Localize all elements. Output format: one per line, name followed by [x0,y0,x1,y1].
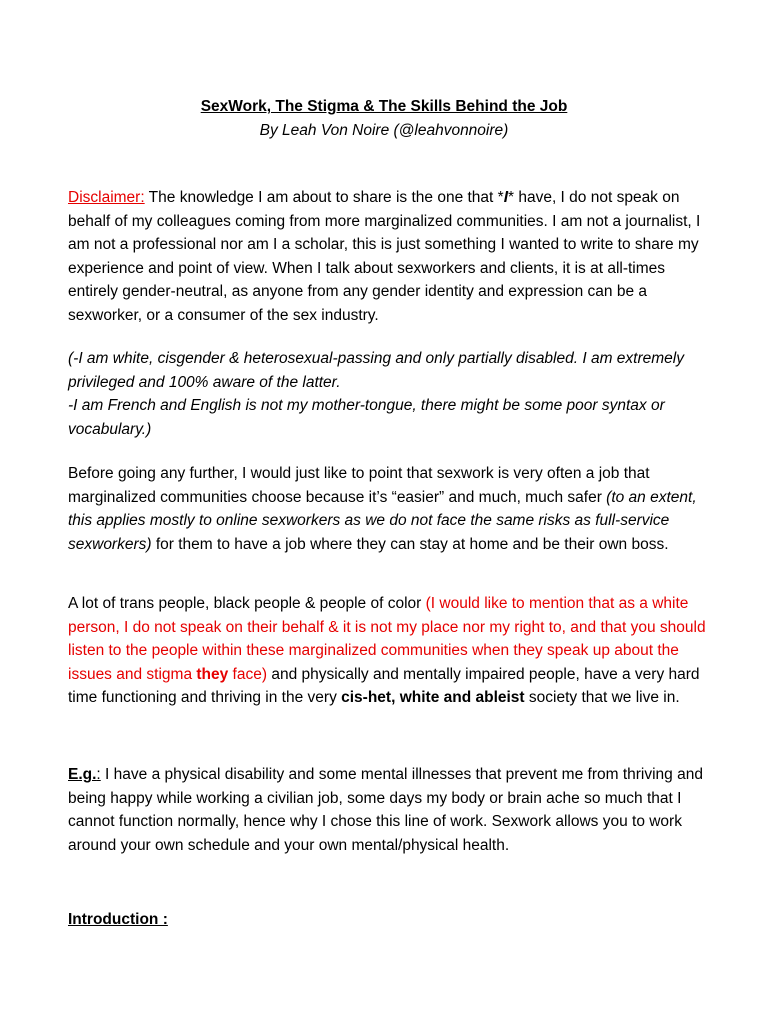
author-byline: By Leah Von Noire (@leahvonnoire) [259,122,509,139]
lot-red-1: (I would like to mention that as a white person, I do not speak on their behalf & it is not my place nor my right to, and that you should listen to the people within these marginalized communities when they speak up about the issues and stigma [68,595,706,683]
disclaimer-emphasis: I [503,189,508,206]
before-text-1: Before going any further, I would just like to point that sexwork is very often a job that marginalized communities choose because it’s “easier” and much, much safer [68,465,650,506]
eg-label: E.g. [68,766,97,783]
lot-red-2: face) [228,665,268,683]
marginalized-paragraph [68,592,708,710]
before-paragraph [68,462,708,556]
disclaimer-text-2: * have, I do not speak on behalf of my colleagues coming from more marginalized communities. I am not a journalist, I am not a professional nor am I a scholar, this is just something I wanted to write to share my experience and point of view. When I talk about sexworkers and clients, it is at all-times entirely gender-neutral, as anyone from any gender identity and expression can be a sexworker, or a consumer of the sex industry. [68,189,701,324]
lot-text-3: society that we live in. [524,689,680,707]
eg-colon: : [96,766,101,783]
document-title: SexWork, The Stigma & The Skills Behind the Job [200,98,568,115]
before-italic: (to an extent, this applies mostly to online sexworkers as we do not face the same risks as full-service sexworkers) [68,488,697,553]
lot-red-bold: they [196,665,229,683]
eg-text: I have a physical disability and some mental illnesses that prevent me from thriving and being happy while working a civilian job, some days my body or brain ache so much that I cannot function normally, hence why I chose this line of work. Sexwork allows you to work around your own schedule and your own mental/physical health. [68,766,703,854]
example-paragraph [68,763,708,857]
disclaimer-text-1: The knowledge I am about to share is the one that * [144,189,504,206]
lot-bold: cis-het, white and ableist [341,689,525,707]
note-line-2: -I am French and English is not my mother-tongue, there might be some poor syntax or vocabulary.) [68,397,665,438]
lot-text-1: A lot of trans people, black people & people of color [68,595,426,612]
privilege-note [68,347,708,441]
note-line-1: (-I am white, cisgender & heterosexual-passing and only partially disabled. I am extremely privileged and 100% aware of the latter. [68,350,684,391]
disclaimer-label: Disclaimer: [68,189,145,206]
introduction-heading: Introduction : [68,911,168,928]
disclaimer-paragraph [68,186,708,328]
lot-text-2: and physically and mentally impaired people, have a very hard time functioning and thriving in the very [68,665,700,707]
before-text-2: for them to have a job where they can stay at home and be their own boss. [151,535,669,553]
